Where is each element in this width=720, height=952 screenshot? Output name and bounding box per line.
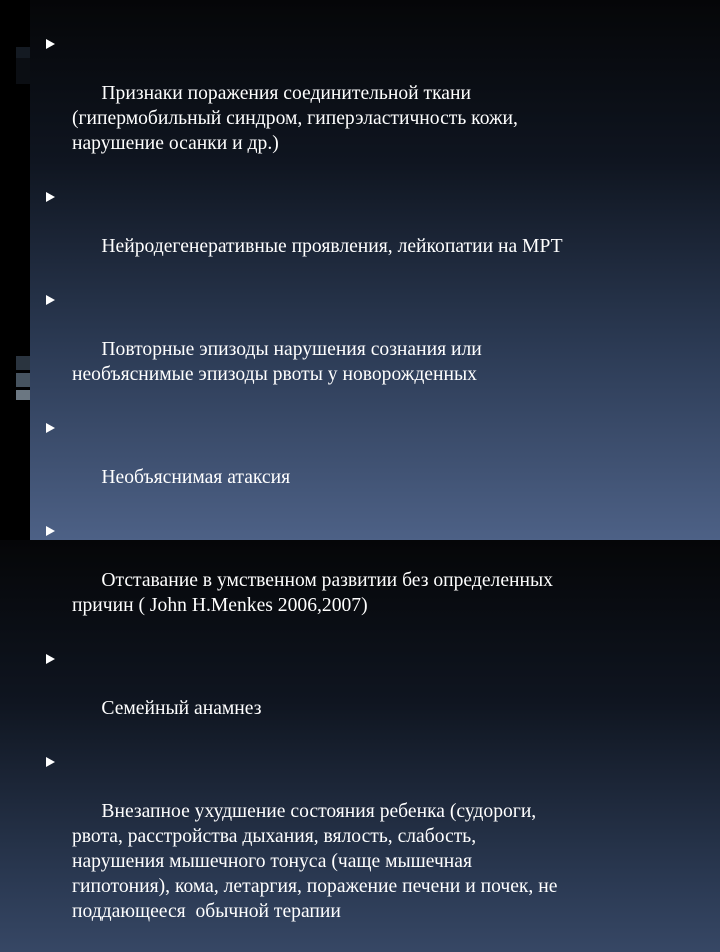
left-decorative-strip xyxy=(0,0,30,540)
bullet-text: Необъяснимая атаксия xyxy=(101,467,291,488)
bullet-text: Отставание в умственном развитии без определенных причин ( John H.Menkes 2006,2007) xyxy=(72,570,553,616)
bullet-list xyxy=(46,31,686,949)
list-item xyxy=(46,518,686,643)
list-item xyxy=(46,287,686,412)
triangle-bullet-icon xyxy=(46,39,55,49)
slide-content xyxy=(46,31,686,952)
list-item xyxy=(46,749,686,949)
bullet-text: Повторные эпизоды нарушения сознания или необъяснимые эпизоды рвоты у новорожденных xyxy=(72,339,482,385)
bullet-text: Семейный анамнез xyxy=(101,698,262,719)
triangle-bullet-icon xyxy=(46,192,55,202)
triangle-bullet-icon xyxy=(46,295,55,305)
triangle-bullet-icon xyxy=(46,526,55,536)
strip-mark xyxy=(16,58,30,84)
bullet-text: Признаки поражения соединительной ткани (гипермобильный синдром, гиперэластичность кожи, нарушение осанки и др.) xyxy=(72,83,518,154)
bullet-text: Нейродегенеративные проявления, лейкопатии на МРТ xyxy=(101,236,563,257)
list-item xyxy=(46,646,686,746)
list-item xyxy=(46,31,686,181)
strip-mark xyxy=(16,373,30,387)
list-item xyxy=(46,415,686,515)
bullet-text: Внезапное ухудшение состояния ребенка (судороги, рвота, расстройства дыхания, вялость, слабость, нарушения мышечного тонуса (чаще мышечная гипотония), кома, летаргия, поражение печени и почек, не поддающееся обычной терапии xyxy=(72,801,558,922)
triangle-bullet-icon xyxy=(46,757,55,767)
triangle-bullet-icon xyxy=(46,654,55,664)
list-item xyxy=(46,184,686,284)
strip-mark xyxy=(16,356,30,370)
strip-mark xyxy=(16,390,30,400)
triangle-bullet-icon xyxy=(46,423,55,433)
